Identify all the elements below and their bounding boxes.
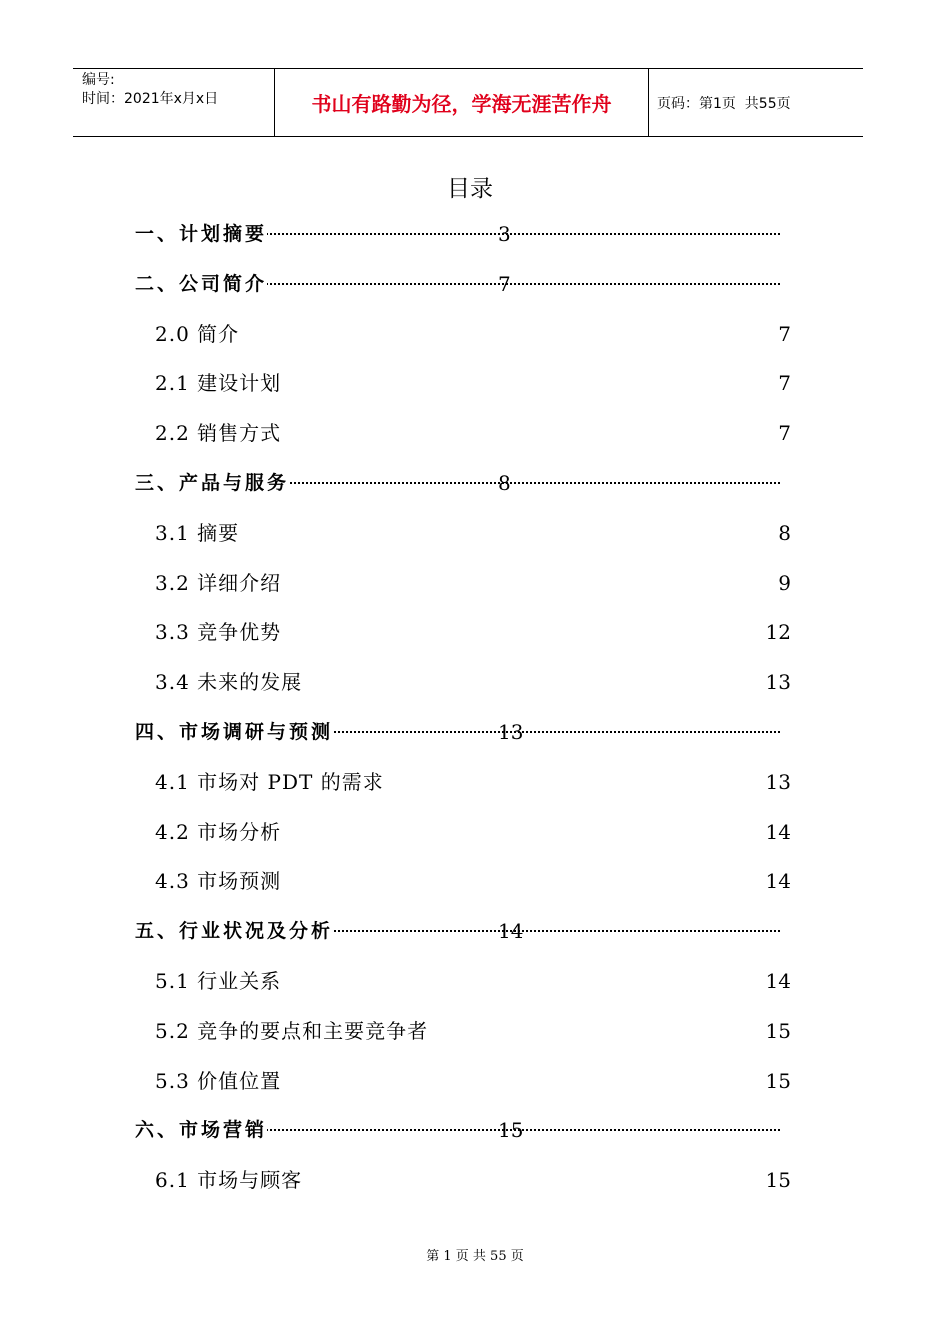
toc-entry-page: 14 — [765, 969, 791, 993]
toc-subsection-entry[interactable] — [155, 617, 791, 647]
toc-title: 目录 — [447, 176, 493, 202]
toc-entry-label: 一、计划摘要 — [135, 219, 267, 249]
toc-entry-label: 5.1 行业关系 — [155, 969, 282, 993]
toc-entry-page: 7 — [778, 322, 791, 346]
toc-section-entry[interactable] — [135, 468, 780, 498]
toc-entry-label: 2.0 简介 — [155, 322, 240, 346]
toc-subsection-entry[interactable] — [155, 817, 791, 847]
toc-entry-page: 14 — [765, 869, 791, 893]
toc-subsection-entry[interactable] — [155, 767, 791, 797]
toc-subsection-entry[interactable] — [155, 1016, 791, 1046]
toc-entry-page: 14 — [498, 919, 524, 943]
toc-subsection-entry[interactable] — [155, 368, 791, 398]
toc-entry-page: 7 — [778, 421, 791, 445]
time-label: 时间：2021年x月x日 — [82, 91, 219, 107]
page-footer: 第 1 页 共 55 页 — [426, 1249, 524, 1264]
toc-entry-label: 3.4 未来的发展 — [155, 670, 303, 694]
document-header — [73, 68, 863, 137]
number-label: 编号: — [82, 72, 115, 88]
toc-entry-label: 4.1 市场对 PDT 的需求 — [155, 770, 384, 794]
toc-entry-label: 6.1 市场与顾客 — [155, 1168, 303, 1192]
toc-entry-page: 15 — [765, 1019, 791, 1043]
toc-entry-page: 15 — [498, 1118, 524, 1142]
toc-subsection-entry[interactable] — [155, 866, 791, 896]
toc-entry-label: 5.2 竞争的要点和主要竞争者 — [155, 1019, 429, 1043]
toc-entry-page: 3 — [498, 222, 511, 246]
toc-section-entry[interactable] — [135, 916, 780, 946]
toc-entry-label: 5.3 价值位置 — [155, 1069, 282, 1093]
toc-entry-page: 7 — [778, 371, 791, 395]
toc-section-entry[interactable] — [135, 269, 780, 299]
toc-entry-page: 12 — [765, 620, 791, 644]
toc-entry-label: 3.3 竞争优势 — [155, 620, 282, 644]
header-motto: 书山有路勤为径，学海无涯苦作舟 — [275, 69, 649, 136]
toc-entry-label: 二、公司简介 — [135, 269, 267, 299]
toc-entry-page: 15 — [765, 1069, 791, 1093]
toc-entry-page: 8 — [778, 521, 791, 545]
toc-subsection-entry[interactable] — [155, 418, 791, 448]
toc-entry-page: 13 — [498, 720, 524, 744]
toc-section-entry[interactable] — [135, 717, 780, 747]
page-info-text: 页码：第1页 共55页 — [657, 95, 791, 112]
toc-subsection-entry[interactable] — [155, 1165, 791, 1195]
toc-section-entry[interactable] — [135, 1115, 780, 1145]
toc-entry-page: 13 — [765, 770, 791, 794]
toc-section-entry[interactable] — [135, 219, 780, 249]
toc-entry-label: 4.3 市场预测 — [155, 869, 282, 893]
toc-entry-page: 13 — [765, 670, 791, 694]
toc-entry-label: 五、行业状况及分析 — [135, 916, 333, 946]
header-page-info — [649, 69, 863, 136]
toc-entry-label: 3.1 摘要 — [155, 521, 240, 545]
toc-entry-label: 2.2 销售方式 — [155, 421, 282, 445]
toc-entry-label: 3.2 详细介绍 — [155, 571, 282, 595]
toc-entry-page: 15 — [765, 1168, 791, 1192]
toc-subsection-entry[interactable] — [155, 319, 791, 349]
toc-subsection-entry[interactable] — [155, 966, 791, 996]
toc-entry-label: 三、产品与服务 — [135, 468, 289, 498]
toc-entry-label: 4.2 市场分析 — [155, 820, 282, 844]
toc-entry-page: 7 — [498, 272, 511, 296]
toc-entry-page: 14 — [765, 820, 791, 844]
toc-subsection-entry[interactable] — [155, 1066, 791, 1096]
toc-entry-page: 9 — [778, 571, 791, 595]
toc-entry-label: 四、市场调研与预测 — [135, 717, 333, 747]
toc-entry-label: 六、市场营销 — [135, 1115, 267, 1145]
toc-subsection-entry[interactable] — [155, 568, 791, 598]
toc-subsection-entry[interactable] — [155, 667, 791, 697]
header-meta — [73, 69, 275, 136]
toc-entry-page: 8 — [498, 471, 511, 495]
toc-entry-label: 2.1 建设计划 — [155, 371, 282, 395]
toc-subsection-entry[interactable] — [155, 518, 791, 548]
